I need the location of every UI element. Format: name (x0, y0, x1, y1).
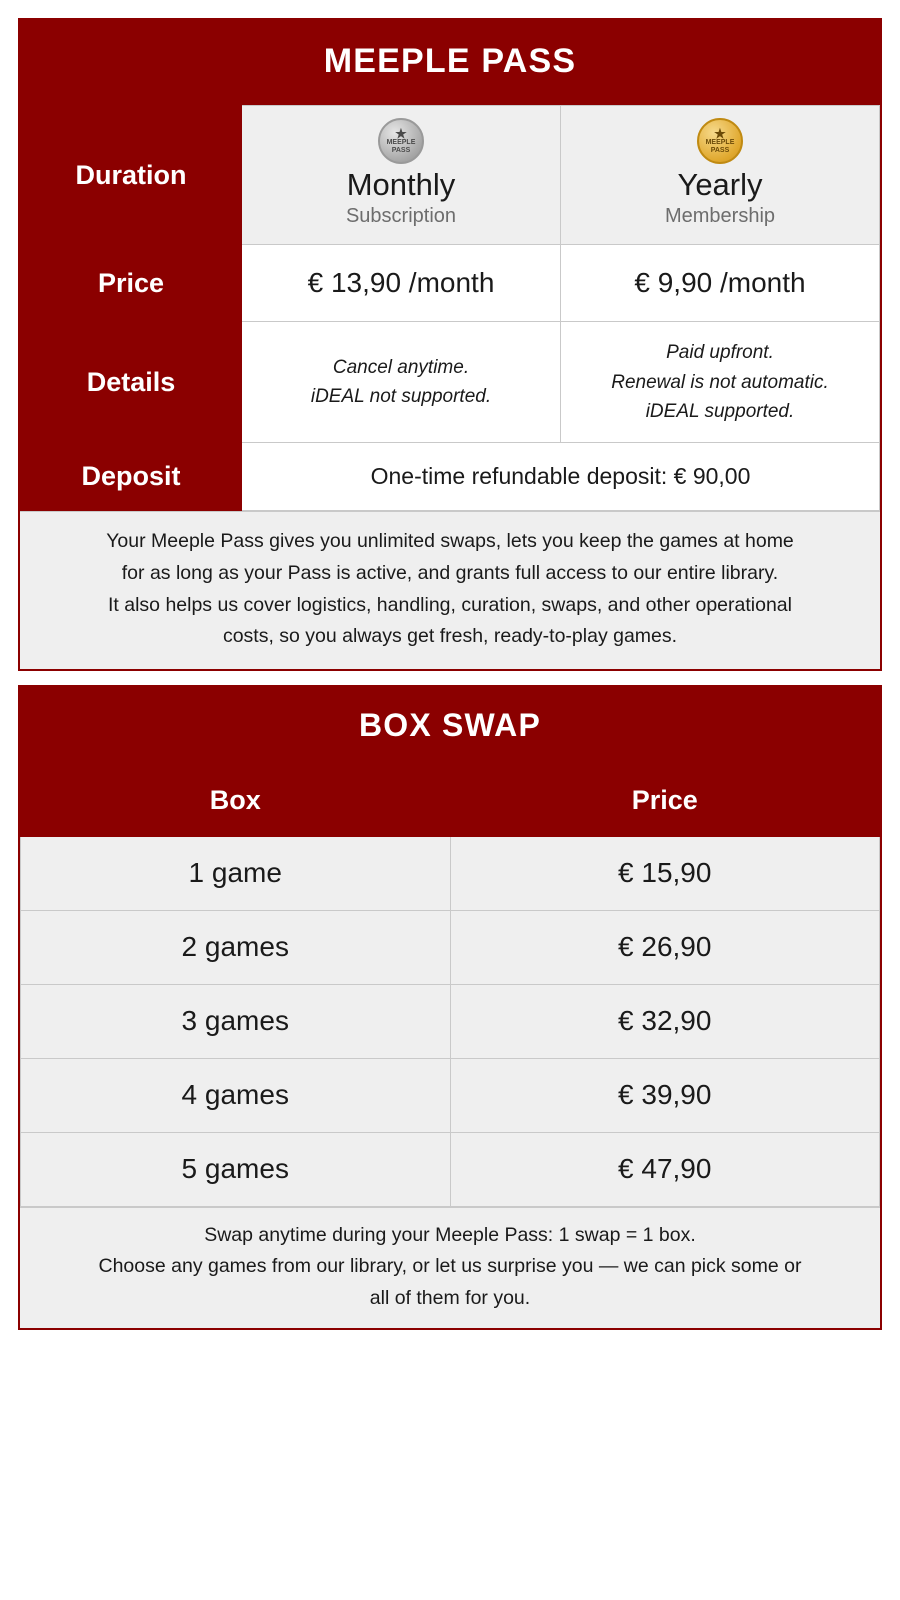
meeple-pass-title: MEEPLE PASS (20, 20, 880, 105)
gold-coin-icon (697, 118, 743, 164)
meeple-pass-table (20, 105, 880, 511)
coin-label-bottom: PASS (391, 146, 411, 154)
box-swap-note (20, 1207, 880, 1329)
note-line: costs, so you always get fresh, ready-to-play games. (222, 625, 678, 648)
table-row-deposit (21, 443, 880, 511)
plan-name-yearly: Yearly (677, 167, 763, 202)
plan-subtitle-monthly: Subscription (345, 205, 457, 228)
note-line: Swap anytime during your Meeple Pass: 1 swap = 1 box. (204, 1223, 696, 1246)
note-line: Your Meeple Pass gives you unlimited swaps, lets you keep the games at home (106, 530, 794, 553)
note-line: Choose any games from our library, or let us surprise you — we can pick some or (98, 1255, 802, 1278)
table-header-row (21, 766, 880, 836)
coin-label-bottom: PASS (710, 146, 730, 154)
table-row (21, 1058, 880, 1132)
plan-header-monthly (242, 106, 561, 245)
details-yearly (561, 322, 880, 443)
price-monthly: € 13,90 /month (242, 245, 561, 322)
plan-header-yearly (561, 106, 880, 245)
cell-box: 2 games (21, 910, 451, 984)
cell-price: € 39,90 (450, 1058, 880, 1132)
cell-price: € 47,90 (450, 1132, 880, 1206)
plan-subtitle-yearly: Membership (664, 205, 776, 228)
cell-box: 1 game (21, 836, 451, 910)
table-row-price (21, 245, 880, 322)
star-glyph: ★ (714, 126, 726, 142)
table-row (21, 1132, 880, 1206)
box-swap-title: BOX SWAP (20, 687, 880, 766)
box-swap-table (20, 766, 880, 1207)
table-row-details (21, 322, 880, 443)
cell-box: 3 games (21, 984, 451, 1058)
table-row (21, 984, 880, 1058)
table-row (21, 910, 880, 984)
row-label-deposit: Deposit (21, 443, 242, 511)
row-label-details: Details (21, 322, 242, 443)
silver-coin-icon (378, 118, 424, 164)
detail-line: Renewal is not automatic. (611, 371, 829, 393)
plan-name-monthly: Monthly (346, 167, 456, 202)
meeple-pass-card (18, 18, 882, 671)
coin-label-top: MEEPLE (386, 139, 416, 147)
cell-box: 5 games (21, 1132, 451, 1206)
detail-line: iDEAL not supported. (310, 386, 492, 408)
cell-box: 4 games (21, 1058, 451, 1132)
details-monthly (242, 322, 561, 443)
cell-price: € 15,90 (450, 836, 880, 910)
row-label-price: Price (21, 245, 242, 322)
note-line: all of them for you. (369, 1286, 531, 1309)
detail-line: Cancel anytime. (332, 356, 470, 378)
note-line: It also helps us cover logistics, handling, curation, swaps, and other operational (108, 593, 792, 616)
coin-label-top: MEEPLE (705, 139, 735, 147)
note-line: for as long as your Pass is active, and grants full access to our entire library. (121, 561, 779, 584)
cell-price: € 32,90 (450, 984, 880, 1058)
detail-line: Paid upfront. (666, 342, 774, 364)
star-glyph: ★ (395, 126, 407, 142)
price-yearly: € 9,90 /month (561, 245, 880, 322)
box-swap-card (18, 685, 882, 1331)
column-header-price: Price (450, 766, 880, 836)
column-header-box: Box (21, 766, 451, 836)
row-label-duration: Duration (21, 106, 242, 245)
meeple-pass-note (20, 511, 880, 668)
cell-price: € 26,90 (450, 910, 880, 984)
detail-line: iDEAL supported. (645, 400, 795, 422)
deposit-value: One-time refundable deposit: € 90,00 (242, 443, 880, 511)
table-row (21, 836, 880, 910)
table-row-duration (21, 106, 880, 245)
